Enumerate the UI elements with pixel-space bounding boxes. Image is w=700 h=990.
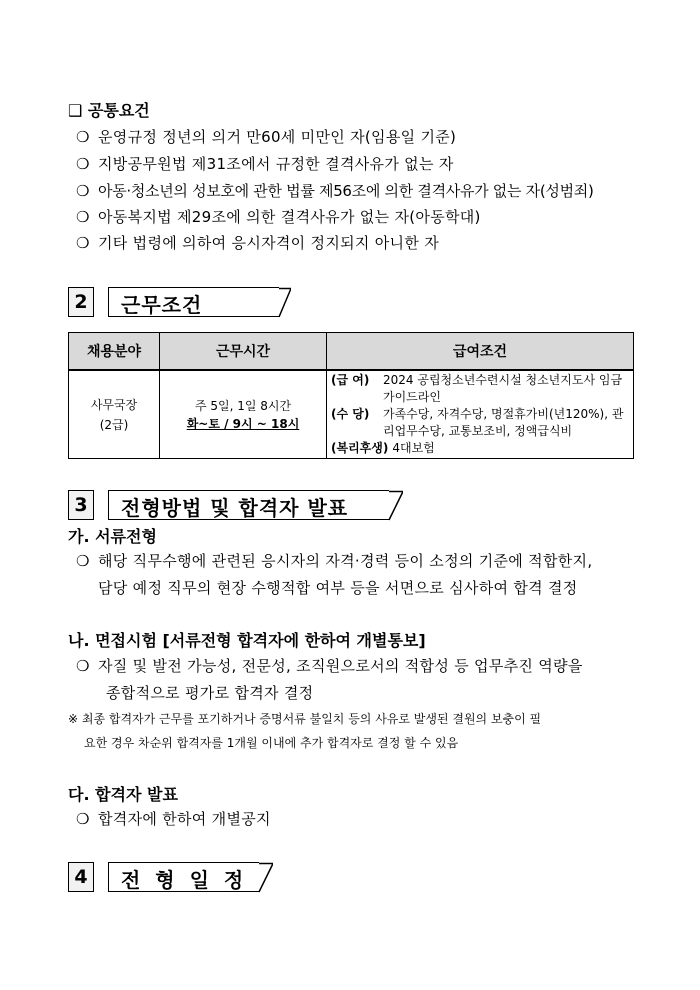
requirement-item: ❍ 아동복지법 제29조에 의한 결격사유가 없는 자(아동학대)	[76, 208, 481, 226]
table-header: 채용분야	[69, 333, 160, 371]
interview-heading: 나. 면접시험 [서류전형 합격자에 한하여 개별통보]	[68, 631, 426, 650]
section-number: 2	[68, 287, 94, 317]
section-title: 근무조건	[121, 293, 203, 317]
circle-bullet-icon: ❍	[76, 657, 90, 675]
announcement-heading: 다. 합격자 발표	[68, 785, 178, 804]
circle-bullet-icon: ❍	[76, 810, 90, 828]
requirement-item: ❍ 운영규정 정년의 의거 만60세 미만인 자(임용일 기준)	[76, 128, 457, 146]
table-header: 급여조건	[327, 333, 634, 371]
circle-bullet-icon: ❍	[76, 208, 90, 226]
section-header-4	[68, 862, 278, 894]
table-header: 근무시간	[160, 333, 327, 371]
requirement-item: ❍ 아동·청소년의 성보호에 관한 법률 제56조에 의한 결격사유가 없는 자(성범죄)	[76, 182, 594, 200]
section-title: 전 형 일 정	[121, 868, 248, 892]
common-requirements-heading: ❑ 공통요건	[68, 101, 150, 120]
hours-cell: 주 5일, 1일 8시간 화~토 / 9시 ~ 18시	[160, 370, 327, 459]
requirement-item: ❍ 지방공무원법 제31조에서 규정한 결격사유가 없는 자	[76, 155, 454, 173]
interview-text-cont: 종합적으로 평가로 합격자 결정	[106, 684, 314, 702]
circle-bullet-icon: ❍	[76, 128, 90, 146]
section-title: 전형방법 및 합격자 발표	[121, 496, 349, 520]
working-conditions-table	[68, 332, 634, 459]
circle-bullet-icon: ❍	[76, 552, 90, 570]
document-screening-heading: 가. 서류전형	[68, 527, 157, 546]
circle-bullet-icon: ❍	[76, 182, 90, 200]
salary-cell: (급 여) 2024 공립청소년수련시설 청소년지도사 임금 가이드라인 (수 당) 가족수당, 자격수당, 명절휴가비(년120%), 관 리업무수당, 교통보조비, 정액급식비 (복리후생) 4대보험	[327, 370, 634, 459]
document-screening-text-cont: 담당 예정 직무의 현장 수행적합 여부 등을 서면으로 심사하여 합격 결정	[98, 579, 578, 597]
section-number: 3	[68, 490, 94, 520]
announcement-text: ❍ 합격자에 한하여 개별공지	[76, 810, 271, 828]
requirement-item: ❍ 기타 법령에 의하여 응시자격이 정지되지 아니한 자	[76, 234, 440, 252]
circle-bullet-icon: ❍	[76, 155, 90, 173]
section-header-3	[68, 490, 408, 522]
field-cell: 사무국장 (2급)	[69, 370, 160, 459]
section-number: 4	[68, 862, 94, 892]
interview-text: ❍ 자질 및 발전 가능성, 전문성, 조직원으로서의 적합성 등 업무추진 역량을	[76, 657, 583, 675]
section-header-2	[68, 287, 298, 319]
note-text-cont: 요한 경우 차순위 합격자를 1개월 이내에 추가 합격자로 결정 할 수 있음	[84, 736, 459, 750]
document-screening-text: ❍ 해당 직무수행에 관련된 응시자의 자격·경력 등이 소정의 기준에 적합한지,	[76, 552, 593, 570]
circle-bullet-icon: ❍	[76, 234, 90, 252]
note-text: ※ 최종 합격자가 근무를 포기하거나 증명서류 불일치 등의 사유로 발생된 결원의 보충이 필	[68, 712, 542, 726]
